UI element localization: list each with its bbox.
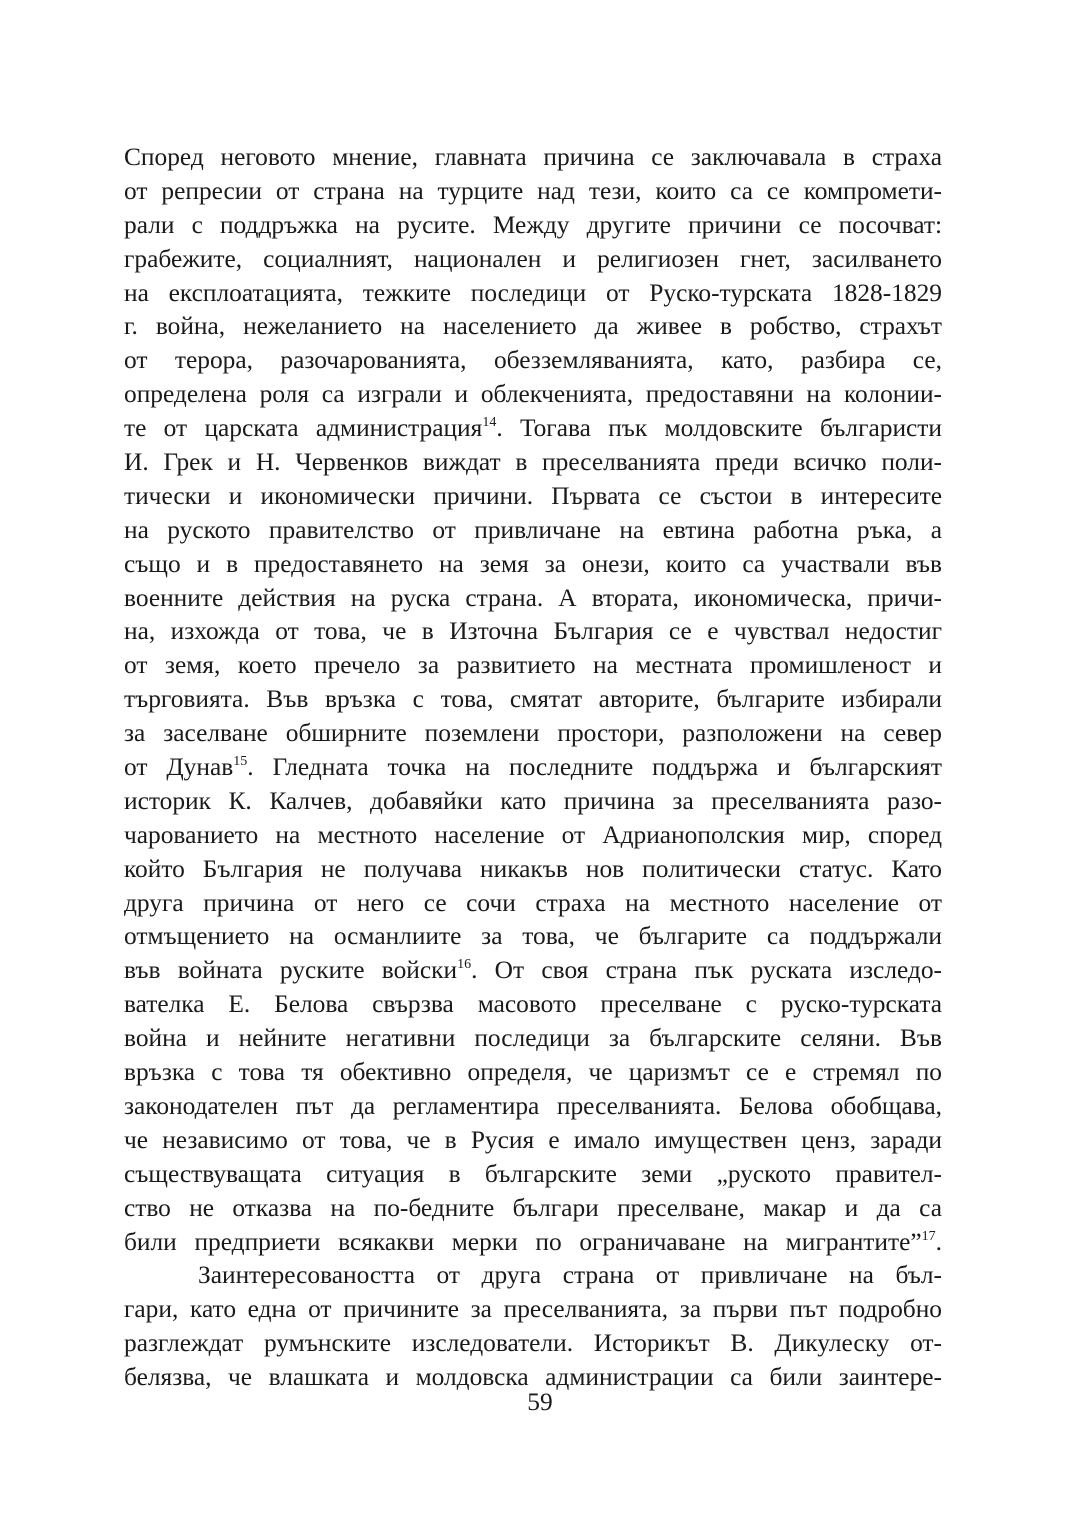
- footnote-ref-15[interactable]: 15: [233, 754, 248, 770]
- text-line: гари, като една от причините за преселванията, за първи път подробно: [124, 1295, 942, 1324]
- line-text: те от царската администрация: [124, 414, 483, 443]
- line-text: във войната руските войски: [124, 956, 458, 985]
- text-line: г. война, нежеланието на населението да живее в робство, страхът: [124, 312, 942, 341]
- text-line: също и в предоставянето на земя за онези, които са участвали във: [124, 549, 942, 578]
- text-line: Заинтересоваността от друга страна от привличане на бъл-: [198, 1261, 942, 1290]
- text-line: на руското правителство от привличане на евтина работна ръка, а: [124, 515, 942, 544]
- text-line: белязва, че влашката и молдовска администрации са били заинтере-: [124, 1363, 942, 1392]
- text-line: ство не отказва на по-бедните българи преселване, макар и да са: [124, 1193, 942, 1222]
- text-line: военните действия на руска страна. А втората, икономическа, причи-: [124, 583, 942, 612]
- body-text: [124, 141, 942, 1395]
- text-line: война и нейните негативни последици за българските селяни. Във: [124, 1024, 942, 1053]
- text-line: Според неговото мнение, главната причина се заключавала в страха: [124, 143, 942, 171]
- line-text: . Гледната точка на последните поддържа и българският: [247, 753, 942, 782]
- paragraph-1: [124, 141, 942, 1259]
- text-line-with-footnote: [124, 1226, 942, 1260]
- text-line: тически и икономически причини. Първата се състои в интересите: [124, 481, 942, 510]
- text-line: отмъщението на османлиите за това, че българите са поддържали: [124, 922, 942, 951]
- line-text: били предприети всякакви мерки по ограничаване на мигрантите”: [124, 1227, 922, 1256]
- text-line-with-footnote: [124, 412, 942, 446]
- text-line: който България не получава никакъв нов политически статус. Като: [124, 854, 942, 883]
- text-line: вателка Е. Белова свързва масовото преселване с руско-турската: [124, 990, 942, 1019]
- footnote-ref-17[interactable]: 17: [921, 1228, 936, 1244]
- text-line: разглеждат румънските изследователи. Историкът В. Дикулеску от-: [124, 1329, 942, 1358]
- text-line: от земя, което пречело за развитието на местната промишленост и: [124, 651, 942, 680]
- text-line-with-footnote: [124, 751, 942, 785]
- text-line: съществуващата ситуация в българските земи „руското правител-: [124, 1159, 942, 1188]
- text-line: определена роля са изграли и облекченията, предоставяни на колонии-: [124, 380, 942, 409]
- text-line: И. Грек и Н. Червенков виждат в преселванията преди всичко поли-: [124, 448, 942, 477]
- text-line: друга причина от него се сочи страха на местното население от: [124, 888, 942, 917]
- text-line: на експлоатацията, тежките последици от Руско-турската 1828-1829: [124, 278, 942, 307]
- page-number: 59: [527, 1388, 553, 1416]
- text-line: от репресии от страна на турците над тези, които са се компромети-: [124, 176, 942, 205]
- footnote-ref-14[interactable]: 14: [482, 415, 497, 431]
- text-line: търговията. Във връзка с това, смятат авторите, българите избирали: [124, 685, 942, 714]
- text-line: за заселване обширните поземлени простори, разположени на север: [124, 719, 942, 748]
- footnote-ref-16[interactable]: 16: [457, 957, 472, 973]
- text-line: на, изхожда от това, че в Източна България се е чувствал недостиг: [124, 617, 942, 646]
- text-line: връзка с това тя обективно определя, че царизмът се е стремял по: [124, 1058, 942, 1087]
- line-text: . От своя страна пък руската изследо-: [471, 956, 942, 985]
- line-text: .: [935, 1227, 942, 1256]
- text-line: законодателен път да регламентира преселванията. Белова обобщава,: [124, 1091, 942, 1120]
- text-line: рали с поддръжка на русите. Между другите причини се посочват:: [124, 210, 942, 239]
- text-line: от терора, разочарованията, обезземляванията, като, разбира се,: [124, 346, 942, 375]
- line-text: . Тогава пък молдовските българисти: [496, 414, 942, 443]
- text-line: грабежите, социалният, национален и религиозен гнет, засилването: [124, 244, 942, 273]
- text-line: чарованието на местното население от Адрианополския мир, според: [124, 820, 942, 849]
- text-line-with-footnote: [124, 954, 942, 988]
- text-line: историк К. Калчев, добавяйки като причина за преселванията разо-: [124, 786, 942, 815]
- line-text: от Дунав: [124, 753, 234, 782]
- paragraph-2: [124, 1259, 942, 1395]
- text-line: че независимо от това, че в Русия е имало имуществен ценз, заради: [124, 1125, 942, 1154]
